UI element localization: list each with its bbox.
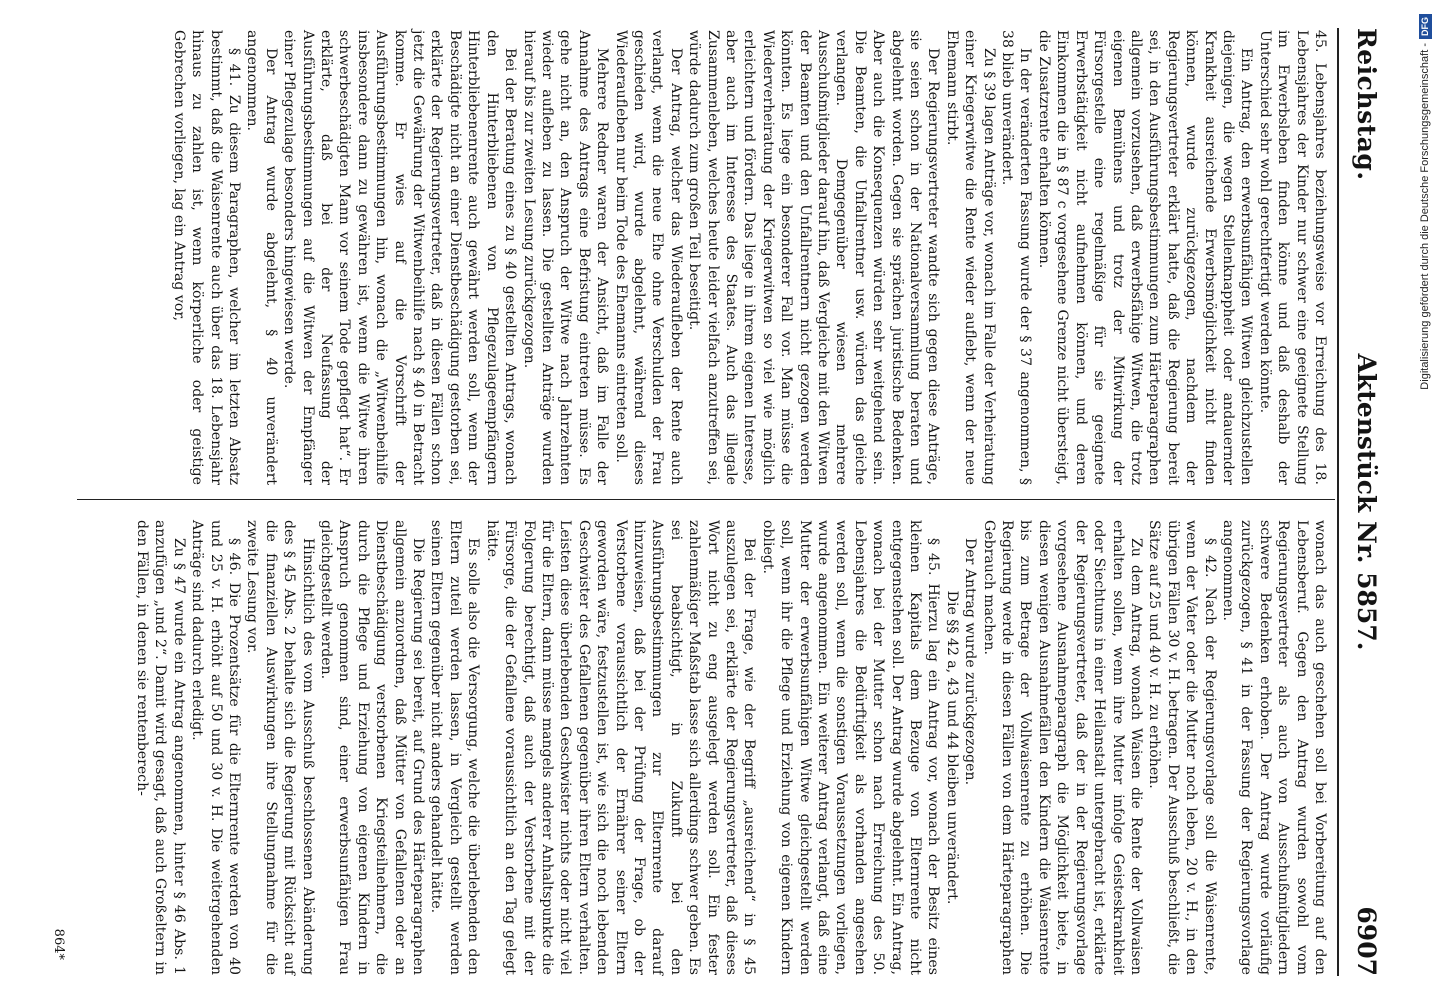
left-column [169, 30, 1329, 485]
header-left: Reichstag. [1352, 28, 1381, 181]
paragraph: Ein Antrag, den erwerbsunfähigen Witwen gleichzustellen diejenigen, die wegen Stellenknappheit oder andauernder Krankheit ausreichende Erwerbsmöglichkeit nicht finden können, wurde zurückgezogen, nachdem der Regierungsvertreter erklärt hatte, daß die Regierung bereit sei, in den Ausführungsbestimmungen zum Härteparagraphen allgemein vorzusehen, daß erwerbsfähige Witwen, die trotz eigenen Bemühens und trotz der Mitwirkung der Fürsorgestelle eine regelmäßige für sie geeignete Erwerbstätigkeit nicht aufnehmen können, und deren Einkommen die in § 87 c vorgesehene Grenze nicht übersteigt, die Zusatzrente erhalten können. [1035, 30, 1255, 485]
paragraph: Mehrere Redner waren der Ansicht, daß im Falle der Annahme des Antrags eine Befristung eintreten müsse. Es gehe nicht an, den Anspruch der Witwe nach Jahrzehnten wieder aufleben zu lassen. Die gestellten Anträge wurden hierauf bis zur zweiten Lesung zurückgezogen. [520, 30, 611, 485]
digitization-credit [1416, 0, 1434, 1000]
paragraph: Zu § 47 wurde ein Antrag angenommen, hinter § 46 Abs. 1 anzufügen „und 2“. Damit wird gesagt, daß auch Großeltern in den Fällen, in denen sie rentenberech- [134, 520, 187, 975]
paragraph: In der veränderten Fassung wurde der § 37 angenommen, § 38 blieb unverändert. [999, 30, 1034, 485]
digitization-note: Digitalisierung gefördert durch die Deutsche Forschungsgemeinschaft - [1419, 43, 1431, 390]
paragraph: Der Antrag, welcher das Wiederaufleben der Rente auch verlangt, wenn die neue Ehe ohne Verschulden der Frau geschieden wird, wurde abgelehnt, während dieses Wiederaufleben nur beim Tode des Ehemanns eintreten soll. [612, 30, 684, 485]
paragraph: Zu § 39 lagen Anträge vor, wonach im Falle der Verheiratung einer Kriegerwitwe die Rente wieder auflebt, wenn der neue Ehemann stirbt. [943, 30, 997, 485]
paragraph: Der Regierungsvertreter wandte sich gegen diese Anträge, sie seien schon in der Nationalversammlung beraten und abgelehnt worden. Gegen sie sprächen juristische Bedenken. Aber auch die Konsequenzen würden sehr weitgehend sein. Die Beamten, die Unfallrentner usw. würden das gleiche verlangen. Demgegenüber wiesen mehrere Ausschußmitglieder darauf hin, daß Vergleiche mit den Witwen der Beamten und den Unfallrentnern nicht gezogen werden könnten. Es liege ein besonderer Fall vor. Man müsse die Wiederverheiratung der Kriegerwitwen so viel wie möglich erleichtern und fördern. Das liege in ihrem eigenen Interesse, aber auch im Interesse des Staates. Auch das illegale Zusammenleben, welches heute leider vielfach anzutreffen sei, würde dadurch zum großen Teil beseitigt. [686, 30, 942, 485]
page-header [1341, 28, 1381, 976]
paragraph: Bei der Frage, wie der Begriff „ausreichend“ in § 45 auszulegen sei, erklärte der Regierungsvertreter, daß dieses Wort nicht zu eng ausgelegt werden soll. Ein fester zahlenmäßiger Maßstab lasse sich allerdings schwer geben. Es sei beabsichtigt, in Zukunft bei den Ausführungsbestimmungen zur Elternrente darauf hinzuweisen, daß bei der Prüfung der Frage, ob der Verstorbene voraussichtlich der Ernährer seiner Eltern geworden wäre, festzustellen ist, wie sich die noch lebenden Geschwister des Gefallenen gegenüber ihren Eltern verhalten. Leisten diese überlebenden Geschwister nichts oder nicht viel für die Eltern, dann müsse mangels anderer Anhaltspunkte die Folgerung berechtigt, daß auch der Verstorbene mit der Fürsorge, die der Gefallene voraussichtlich an den Tag gelegt hätte. [483, 520, 758, 975]
column-divider [77, 499, 1335, 500]
paragraph: § 42. Nach der Regierungsvorlage soll die Waisenrente, wenn der Vater oder die Mutter noch leben, 20 v. H., in den übrigen Fällen 30 v. H. betragen. Der Ausschuß beschließt, die Sätze auf 25 und 40 v. H. zu erhöhen. [1146, 520, 1218, 975]
paragraph: Der Antrag wurde abgelehnt, § 40 unverändert angenommen. [244, 30, 279, 485]
header-title: Aktenstück Nr. 5857. [1352, 353, 1381, 651]
paragraph: Die Regierung sei bereit, auf Grund des Härteparagraphen allgemein anzuordnen, daß Mütter von Gefallenen oder an Dienstbeschädigung verstorbenen Kriegsteilnehmern, die durch die Pflege und Erziehung von eigenen Kindern in Anspruch genommen sind, einer erwerbsunfähigen Frau gleichgestellt werden. [318, 520, 427, 975]
paragraph: § 46. Die Prozentsätze für die Elternrente werden von 40 und 25 v. H. erhöht auf 50 und 30 v. H. Die weitergehenden Anträge sind dadurch erledigt. [189, 520, 243, 975]
paragraph: Es solle also die Versorgung, welche die überlebenden den Eltern zuteil werden lassen, in Vergleich gestellt werden seinen Eltern gegenüber nicht anders gehandelt hätte. [428, 520, 482, 975]
header-rule [1337, 28, 1339, 976]
paragraph: Der Antrag wurde zurückgezogen. [962, 538, 979, 786]
page-number: 6907 [1352, 906, 1381, 976]
paragraph: Die §§ 42 a, 43 und 44 bleiben unverändert. [943, 590, 960, 905]
paragraph: Hinsichtlich des vom Ausschuß beschlossenen Abänderung des § 45 Abs. 2 behalte sich die Regierung mit Rücksicht auf die finanziellen Auswirkungen ihre Stellungnahme für die zweite Lesung vor. [244, 520, 316, 975]
paragraph: § 41. Zu diesem Paragraphen, welcher im letzten Absatz bestimmt, daß die Waisenrente auch über das 18. Lebensjahr hinaus zu zahlen ist, wenn körperliche oder geistige Gebrechen vorliegen, lag ein Antrag vor, [170, 30, 243, 485]
digitization-strip [1416, 0, 1434, 1000]
signature-mark: 864* [51, 928, 66, 960]
right-column [133, 520, 1329, 975]
paragraph: § 45. Hierzu lag ein Antrag vor, wonach der Besitz eines kleinen Kapitals dem Bezuge von Elternrente nicht entgegenstehen soll. Der Antrag wurde abgelehnt. Ein Antrag, wonach bei der Mutter schon nach Erreichung des 50. Lebensjahres die Bedürftigkeit als vorhanden angesehen werden soll, wenn die sonstigen Voraussetzungen vorliegen, wurde angenommen. Ein weiterer Antrag verlangt, daß eine Mutter der erwerbsunfähigen Witwe gleichgestellt werden soll, wenn ihr die Pflege und Erziehung von eigenen Kindern obliegt. [759, 520, 942, 975]
paragraph: wonach das auch geschehen soll bei Vorbereitung auf den Lebensberuf. Gegen den Antrag wurden sowohl vom Regierungsvertreter als auch von Ausschußmitgliedern schwere Bedenken erhoben. Der Antrag wurde vorläufig zurückgezogen, § 41 in der Fassung der Regierungsvorlage angenommen. [1219, 520, 1328, 975]
paragraph: Zu dem Antrag, wonach Waisen die Rente der Vollwaisen erhalten sollen, wenn ihre Mutter infolge Geisteskrankheit oder Siechtums in einer Heilanstalt untergebracht ist, erklärte der Regierungsvertreter, daß der in der Regierungsvorlage vorgesehene Ausnahmeparagraph die Möglichkeit biete, in diesen wenigen Ausnahmefällen den Kindern die Waisenrente bis zum Betrage der Vollwaisenrente zu erhöhen. Die Regierung werde in diesen Fällen von dem Härteparagraphen Gebrauch machen. [980, 520, 1144, 975]
dfg-logo: DFG [1419, 14, 1432, 39]
paragraph: Bei der Beratung eines zu § 40 gestellten Antrags, wonach den Hinterbliebenen von Pflegezulageempfängern Hinterbliebenenrente auch gewährt werden soll, wenn der Beschädigte nicht an einer Dienstbeschädigung gestorben sei, erklärte der Regierungsvertreter, daß in diesen Fällen schon jetzt die Gewährung der Witwenbeihilfe nach § 40 in Betracht komme. Er wies auf die Vorschrift der Ausführungsbestimmungen hin, wonach die „Witwenbeihilfe insbesondere dann zu gewähren ist, wenn die Witwe ihren schwerbeschädigten Mann vor seinem Tode gepflegt hat“. Er erklärte, daß bei der Neufassung der Ausführungsbestimmungen auf die Witwen der Empfänger einer Pflegezulage besonders hingewiesen werde. [281, 30, 519, 485]
paragraph: 45. Lebensjahres beziehungsweise vor Erreichung des 18. Lebensjahres der Kinder nur schwer eine geeignete Stellung im Erwerbsleben finden könne und daß deshalb der Unterschied sehr wohl gerechtfertigt werden könnte. [1256, 30, 1328, 485]
rotated-page [37, 0, 1397, 1000]
